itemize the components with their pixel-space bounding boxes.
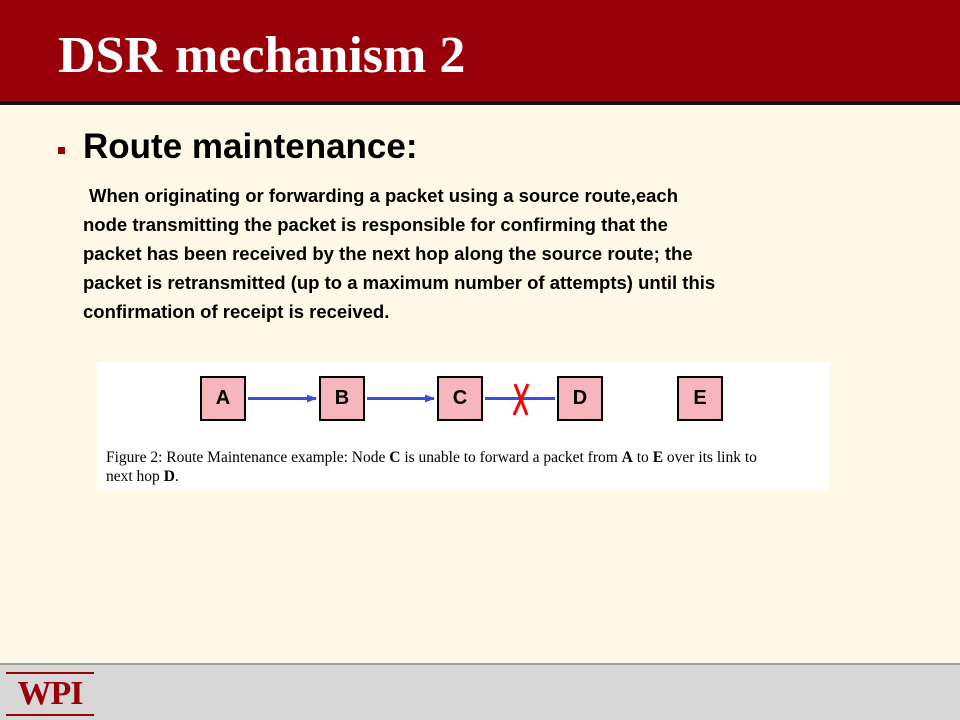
body-line: packet has been received by the next hop along the source route; the (83, 243, 693, 264)
caption-text: to (632, 449, 653, 466)
caption-node-a: A (621, 449, 633, 466)
body-line: confirmation of receipt is received. (83, 301, 390, 322)
route-maintenance-figure (97, 362, 829, 490)
caption-node-d: D (163, 468, 175, 485)
caption-text: is unable to forward a packet from (400, 449, 622, 466)
node-b: B (319, 376, 365, 421)
caption-text: . (174, 468, 179, 485)
caption-node-e: E (652, 449, 664, 466)
footer-divider (0, 663, 960, 665)
title-divider (0, 101, 960, 105)
body-line: packet is retransmitted (up to a maximum number of attempts) until this (83, 272, 716, 293)
bullet-square-icon (58, 147, 65, 154)
node-d: D (557, 376, 603, 421)
wpi-logo (6, 672, 94, 716)
bullet-heading: Route maintenance: (83, 127, 418, 166)
caption-text: over its link to (663, 449, 757, 466)
logo-text: WPI (17, 675, 83, 712)
caption-text: next hop (106, 468, 164, 485)
node-e: E (677, 376, 723, 421)
node-c: C (437, 376, 483, 421)
body-line: When originating or forwarding a packet using a source route,each (89, 185, 679, 206)
figure-caption (106, 448, 826, 486)
slide-title: DSR mechanism 2 (58, 27, 466, 84)
caption-node-c: C (389, 449, 401, 466)
logo-rule (6, 714, 94, 716)
body-line: node transmitting the packet is responsible for confirming that the (83, 214, 668, 235)
caption-text: Figure 2: Route Maintenance example: Node (106, 449, 390, 466)
bullet-body-text (83, 181, 923, 326)
footer-bar (0, 663, 960, 720)
node-a: A (200, 376, 246, 421)
